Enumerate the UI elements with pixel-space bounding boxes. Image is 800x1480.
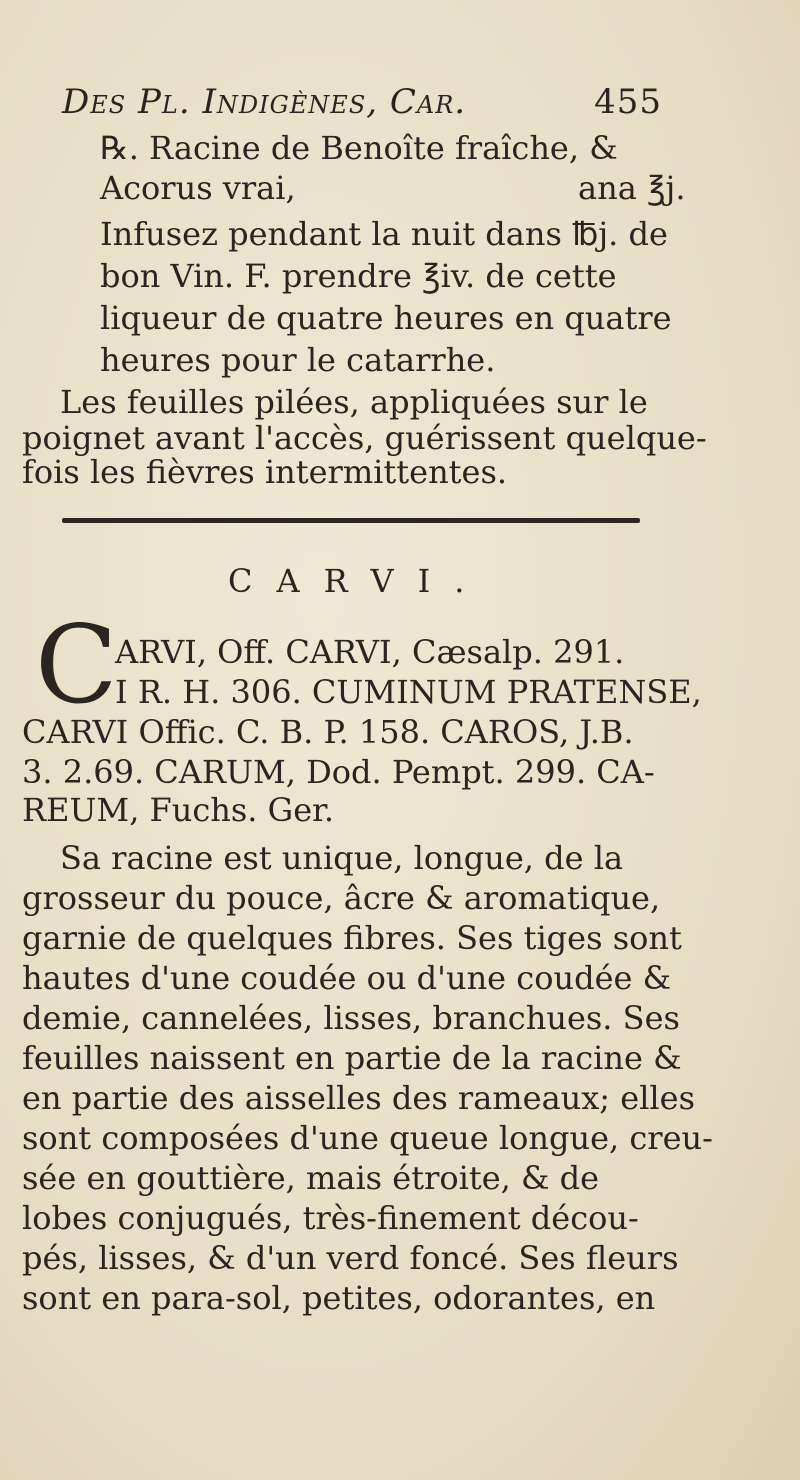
section-divider <box>62 518 640 523</box>
description-line: feuilles naissent en partie de la racine & <box>22 1039 682 1077</box>
drop-cap: C <box>35 603 118 728</box>
prescription-line: liqueur de quatre heures en quatre <box>100 299 672 337</box>
description-line: garnie de quelques fibres. Ses tiges sont <box>22 919 682 957</box>
section-title: CARVI. <box>228 562 489 600</box>
description-line: Sa racine est unique, longue, de la <box>60 839 624 877</box>
prescription-line: bon Vin. F. prendre ℥iv. de cette <box>100 257 617 295</box>
description-line: lobes conjugués, très-finement décou- <box>22 1199 639 1237</box>
prescription-line: heures pour le catarrhe. <box>100 341 496 379</box>
prescription-line: ℞. Racine de Benoîte fraîche, & <box>100 129 618 167</box>
description-line: sont composées d'une queue longue, creu- <box>22 1119 713 1157</box>
running-header <box>62 82 662 122</box>
synonym-line: ARVI, Off. CARVI, Cæsalp. 291. <box>115 633 625 671</box>
description-line: hautes d'une coudée ou d'une coudée & <box>22 959 672 997</box>
description-line: demie, cannelées, lisses, branchues. Ses <box>22 999 680 1037</box>
header-title: Des Pl. Indigènes, Car. <box>62 82 467 122</box>
synonym-line: 3. 2.69. CARUM, Dod. Pempt. 299. CA- <box>22 753 655 791</box>
paragraph-line: fois les fièvres intermittentes. <box>22 453 508 491</box>
synonym-line: REUM, Fuchs. Ger. <box>22 791 335 829</box>
prescription-line: Infusez pendant la nuit dans ℔j. de <box>100 215 668 253</box>
synonym-line: I R. H. 306. CUMINUM PRATENSE, <box>115 673 702 711</box>
synonym-line: CARVI Offic. C. B. P. 158. CAROS, J.B. <box>22 713 634 751</box>
paragraph-line: Les feuilles pilées, appliquées sur le <box>60 383 648 421</box>
prescription-dose: ana ℥j. <box>578 169 686 207</box>
description-line: sée en gouttière, mais étroite, & de <box>22 1159 600 1197</box>
description-line: pés, lisses, & d'un verd foncé. Ses fleurs <box>22 1239 679 1277</box>
description-line: sont en para-sol, petites, odorantes, en <box>22 1279 656 1317</box>
description-line: en partie des aisselles des rameaux; elles <box>22 1079 696 1117</box>
paragraph-line: poignet avant l'accès, guérissent quelque- <box>22 419 707 457</box>
prescription-line: Acorus vrai, <box>100 169 296 207</box>
page-number: 455 <box>594 82 662 122</box>
description-line: grosseur du pouce, âcre & aromatique, <box>22 879 661 917</box>
